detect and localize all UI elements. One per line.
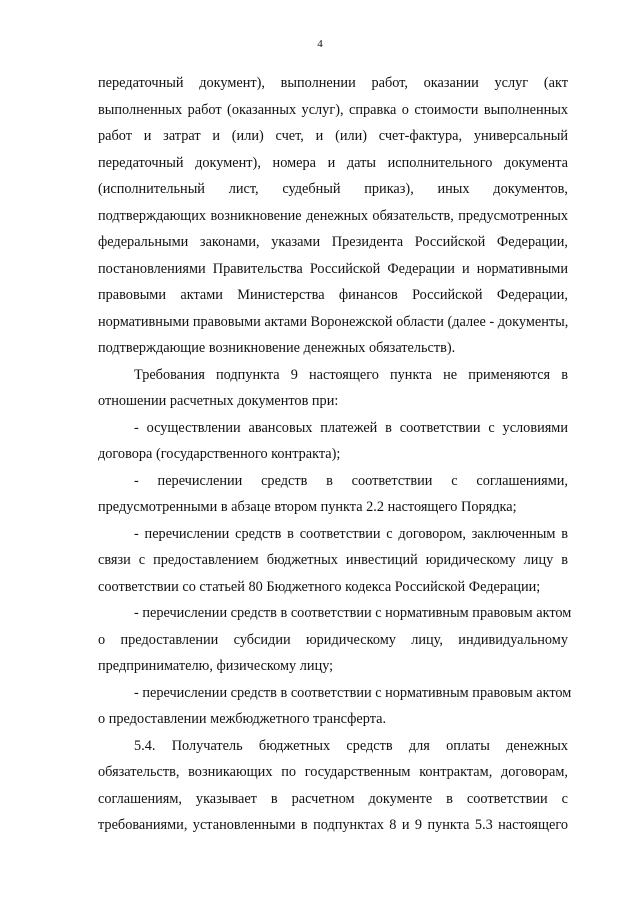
paragraph-5-4 — [98, 733, 568, 839]
text-line: о предоставлении субсидии юридическому лицу, индивидуальному — [98, 631, 568, 648]
text-line: нормативными правовыми актами Воронежской области (далее - документы, — [98, 313, 569, 330]
text-line: о предоставлении межбюджетного трансферта. — [98, 711, 387, 727]
list-item-advance-payments — [98, 415, 568, 468]
text-line: связи с предоставлением бюджетных инвестиций юридическому лицу в — [98, 552, 568, 568]
paragraph-requirements — [98, 362, 568, 415]
text-line: требованиями, установленными в подпунктах 8 и 9 пункта 5.3 настоящего — [98, 817, 568, 833]
list-item-subsidy — [98, 600, 572, 680]
list-item-agreements — [98, 468, 568, 521]
text-line: - перечислении средств в соответствии с соглашениями, — [134, 472, 568, 489]
page-number: 4 — [317, 38, 323, 50]
text-line: договора (государственного контракта); — [98, 446, 341, 462]
text-line: работ и затрат и (или) счет, и (или) счет-фактура, универсальный — [98, 128, 568, 144]
text-line: обязательств, возникающих по государственным контрактам, договорам, — [98, 764, 568, 780]
text-line: Требования подпункта 9 настоящего пункта не применяются в — [134, 366, 568, 383]
text-line: - перечислении средств в соответствии с нормативным правовым актом — [134, 684, 572, 701]
text-line: соответствии со статьей 80 Бюджетного кодекса Российской Федерации; — [98, 578, 541, 595]
text-line: предпринимателю, физическому лицу; — [98, 658, 334, 674]
text-line: правовыми актами Министерства финансов Российской Федерации, — [98, 287, 568, 303]
text-line: 5.4. Получатель бюджетных средств для оплаты денежных — [134, 737, 568, 754]
paragraph-documents-list — [98, 70, 568, 362]
text-line: (исполнительный лист, судебный приказ), иных документов, — [98, 181, 568, 197]
document-body — [98, 70, 572, 839]
text-line: подтверждающие возникновение денежных обязательств). — [98, 340, 456, 356]
text-line: - перечислении средств в соответствии с нормативным правовым актом — [134, 605, 572, 621]
list-item-interbudget-transfer — [98, 680, 572, 733]
text-line: передаточный документ), выполнении работ, оказании услуг (акт — [98, 75, 568, 91]
text-line: выполненных работ (оказанных услуг), справка о стоимости выполненных — [98, 101, 568, 118]
list-item-budget-investments — [98, 521, 568, 601]
text-line: предусмотренными в абзаце втором пункта 2.2 настоящего Порядка; — [98, 499, 517, 515]
text-line: отношении расчетных документов при: — [98, 393, 339, 409]
text-line: постановлениями Правительства Российской Федерации и нормативными — [98, 260, 568, 277]
text-line: - перечислении средств в соответствии с договором, заключенным в — [134, 525, 568, 542]
text-line: подтверждающих возникновение денежных обязательств, предусмотренных — [98, 207, 568, 224]
text-line: соглашениям, указывает в расчетном документе в соответствии с — [98, 790, 568, 807]
text-line: - осуществлении авансовых платежей в соответствии с условиями — [134, 419, 568, 436]
text-line: федеральными законами, указами Президента Российской Федерации, — [98, 234, 568, 250]
text-line: передаточный документ), номера и даты исполнительного документа — [98, 154, 568, 171]
